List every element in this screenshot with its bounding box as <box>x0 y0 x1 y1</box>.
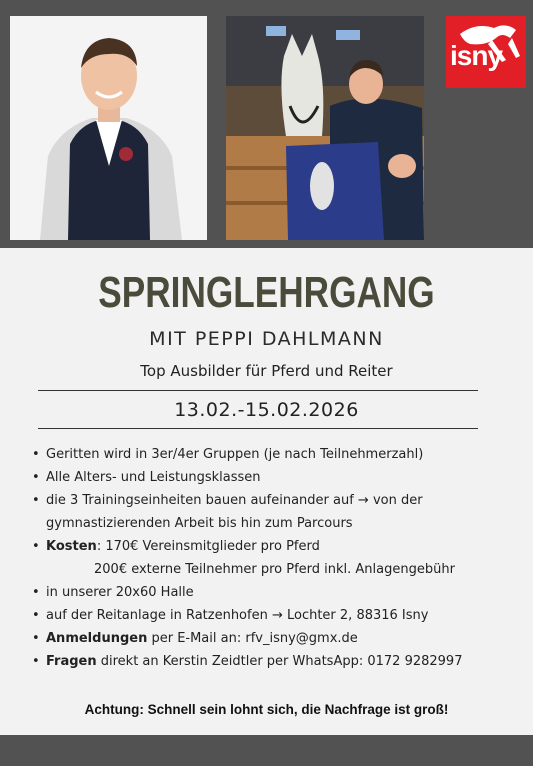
classes-text: Alle Alters- und Leistungsklassen <box>46 470 261 485</box>
trainer-horse-image <box>226 16 424 240</box>
registration-label: Anmeldungen <box>46 631 148 646</box>
page-title: SPRINGLEHRGANG <box>98 268 435 317</box>
course-flyer <box>0 248 533 735</box>
list-item-registration <box>32 627 522 650</box>
costs-members-text: : 170€ Vereinsmitglieder pro Pferd <box>96 539 320 554</box>
costs-external-text: 200€ externe Teilnehmer pro Pferd inkl. Anlagengebühr <box>94 562 455 577</box>
list-item-classes <box>32 466 522 489</box>
training-text-1: die 3 Trainingseinheiten bauen aufeinander auf → von der <box>46 493 423 508</box>
divider-top <box>38 390 478 391</box>
trainer-portrait-image <box>10 16 207 240</box>
list-item-questions <box>32 650 522 673</box>
list-item-costs <box>32 535 522 558</box>
tagline: Top Ausbilder für Pferd und Reiter <box>140 362 393 380</box>
info-list <box>32 443 522 673</box>
questions-text: direkt an Kerstin Zeidtler per WhatsApp: 0172 9282997 <box>96 654 463 669</box>
list-item-hall <box>32 581 522 604</box>
list-item-groups <box>32 443 522 466</box>
hall-text: in unserer 20x60 Halle <box>46 585 194 600</box>
list-item-training-continued <box>32 512 522 535</box>
warning-note: Achtung: Schnell sein lohnt sich, die Nachfrage ist groß! <box>84 702 449 717</box>
trainer-subtitle: MIT PEPPI DAHLMANN <box>149 328 384 350</box>
header-band <box>0 0 533 248</box>
course-dates: 13.02.-15.02.2026 <box>174 399 359 421</box>
trainer-portrait-photo <box>10 16 207 240</box>
training-text-2: gymnastizierenden Arbeit bis hin zum Parcours <box>46 516 353 531</box>
isny-logo <box>446 16 526 88</box>
trainer-horse-photo <box>226 16 424 240</box>
costs-label: Kosten <box>46 539 97 554</box>
list-item-location <box>32 604 522 627</box>
location-text: auf der Reitanlage in Ratzenhofen → Lochter 2, 88316 Isny <box>46 608 429 623</box>
divider-bottom <box>38 428 478 429</box>
registration-text: per E-Mail an: rfv_isny@gmx.de <box>147 631 358 646</box>
list-item-costs-external <box>32 558 522 581</box>
list-item-training <box>32 489 522 512</box>
questions-label: Fragen <box>46 654 97 669</box>
groups-text: Geritten wird in 3er/4er Gruppen (je nach Teilnehmerzahl) <box>46 447 424 462</box>
footer-band <box>0 735 533 766</box>
logo-text: isny <box>450 40 503 71</box>
